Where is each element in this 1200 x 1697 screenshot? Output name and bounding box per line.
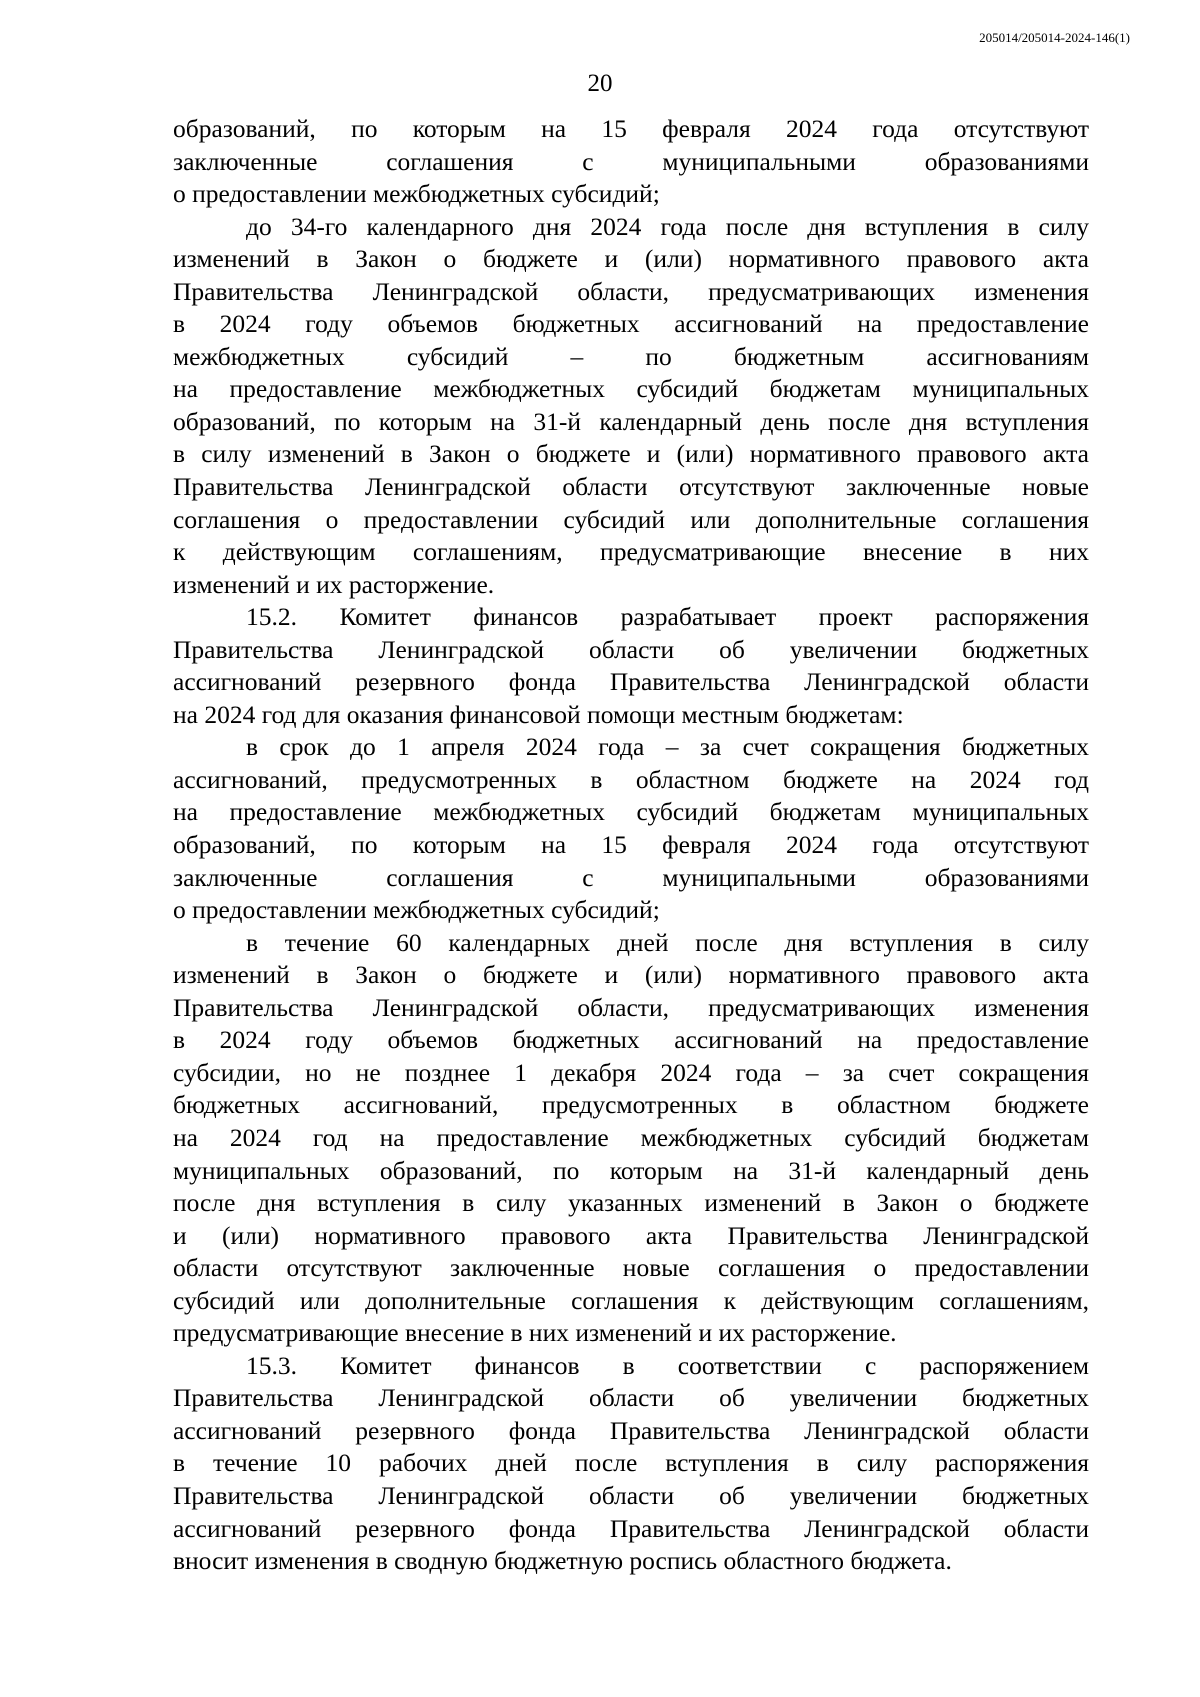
- text-line: образований, по которым на 31-й календарный день после дня вступления: [173, 406, 1089, 436]
- text-line: в силу изменений в Закон о бюджете и (или) нормативного правового акта: [173, 439, 1089, 469]
- text-line: Правительства Ленинградской области, предусматривающих изменения: [173, 992, 1089, 1022]
- text-line: в течение 60 календарных дней после дня вступления в силу: [246, 927, 1089, 957]
- text-line: в 2024 году объемов бюджетных ассигнований на предоставление: [173, 309, 1089, 339]
- text-line: муниципальных образований, по которым на 31-й календарный день: [173, 1155, 1089, 1185]
- text-line: образований, по которым на 15 февраля 2024 года отсутствуют: [173, 830, 1089, 860]
- text-line: предусматривающие внесение в них изменений и их расторжение.: [173, 1318, 897, 1348]
- text-line: области отсутствуют заключенные новые соглашения о предоставлении: [173, 1253, 1089, 1283]
- text-line: в срок до 1 апреля 2024 года – за счет сокращения бюджетных: [246, 732, 1089, 762]
- text-line: на 2024 год для оказания финансовой помощи местным бюджетам:: [173, 699, 904, 729]
- text-line: образований, по которым на 15 февраля 2024 года отсутствуют: [173, 114, 1089, 143]
- text-line: изменений и их расторжение.: [173, 569, 495, 599]
- text-line: в 2024 году объемов бюджетных ассигнований на предоставление: [173, 1025, 1089, 1055]
- document-body: [173, 113, 1089, 1578]
- text-line: заключенные соглашения с муниципальными образованиями: [173, 862, 1089, 892]
- text-line: о предоставлении межбюджетных субсидий;: [173, 895, 660, 925]
- text-line: к действующим соглашениям, предусматривающие внесение в них: [173, 537, 1089, 567]
- text-line: ассигнований резервного фонда Правительства Ленинградской области: [173, 1415, 1089, 1445]
- text-line: на 2024 год на предоставление межбюджетных субсидий бюджетам: [173, 1122, 1089, 1152]
- text-line: о предоставлении межбюджетных субсидий;: [173, 179, 660, 209]
- page-number: 20: [587, 70, 613, 97]
- text-line: 15.3. Комитет финансов в соответствии с распоряжением: [246, 1350, 1089, 1380]
- text-line: и (или) нормативного правового акта Правительства Ленинградской: [173, 1220, 1089, 1250]
- text-line: соглашения о предоставлении субсидий или дополнительные соглашения: [173, 504, 1089, 534]
- text-line: ассигнований резервного фонда Правительства Ленинградской области: [173, 667, 1089, 697]
- text-line: Правительства Ленинградской области, предусматривающих изменения: [173, 276, 1089, 306]
- text-line: на предоставление межбюджетных субсидий бюджетам муниципальных: [173, 374, 1089, 404]
- text-line: 15.2. Комитет финансов разрабатывает проект распоряжения: [246, 602, 1089, 632]
- text-line: Правительства Ленинградской области об увеличении бюджетных: [173, 1480, 1089, 1510]
- text-line: субсидий или дополнительные соглашения к действующим соглашениям,: [173, 1285, 1089, 1315]
- text-line: на предоставление межбюджетных субсидий бюджетам муниципальных: [173, 797, 1089, 827]
- text-line: ассигнований, предусмотренных в областном бюджете на 2024 год: [173, 764, 1089, 794]
- text-line: ассигнований резервного фонда Правительства Ленинградской области: [173, 1513, 1089, 1543]
- text-line: Правительства Ленинградской области об увеличении бюджетных: [173, 1383, 1089, 1413]
- text-line: вносит изменения в сводную бюджетную роспись областного бюджета.: [173, 1546, 952, 1576]
- text-line: межбюджетных субсидий – по бюджетным ассигнованиям: [173, 341, 1089, 371]
- text-line: Правительства Ленинградской области об увеличении бюджетных: [173, 634, 1089, 664]
- text-line: субсидии, но не позднее 1 декабря 2024 года – за счет сокращения: [173, 1057, 1089, 1087]
- text-line: в течение 10 рабочих дней после вступления в силу распоряжения: [173, 1448, 1089, 1478]
- text-line: после дня вступления в силу указанных изменений в Закон о бюджете: [173, 1188, 1089, 1218]
- text-line: изменений в Закон о бюджете и (или) нормативного правового акта: [173, 244, 1089, 274]
- text-line: Правительства Ленинградской области отсутствуют заключенные новые: [173, 472, 1089, 502]
- text-line: изменений в Закон о бюджете и (или) нормативного правового акта: [173, 960, 1089, 990]
- text-line: заключенные соглашения с муниципальными образованиями: [173, 146, 1089, 176]
- text-line: бюджетных ассигнований, предусмотренных в областном бюджете: [173, 1090, 1089, 1120]
- document-id: 205014/205014-2024-146(1): [979, 30, 1130, 45]
- text-line: до 34-го календарного дня 2024 года после дня вступления в силу: [246, 211, 1089, 241]
